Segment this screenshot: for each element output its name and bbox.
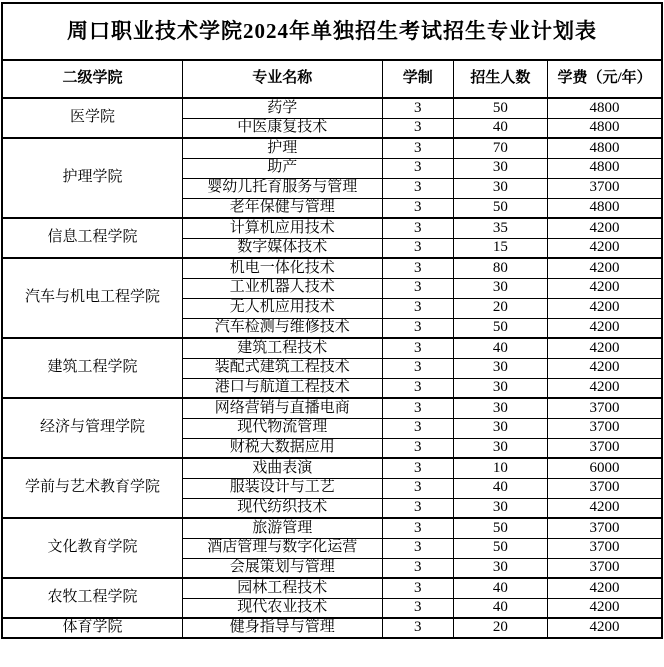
duration-cell: 3 bbox=[382, 158, 453, 178]
quota-cell: 20 bbox=[453, 618, 547, 638]
quota-cell: 30 bbox=[453, 378, 547, 398]
major-name-cell: 现代农业技术 bbox=[183, 598, 383, 618]
fee-cell: 4800 bbox=[548, 158, 662, 178]
major-name-cell: 建筑工程技术 bbox=[183, 338, 383, 358]
major-name-cell: 酒店管理与数字化运营 bbox=[183, 538, 383, 558]
college-cell: 体育学院 bbox=[2, 618, 183, 638]
quota-cell: 30 bbox=[453, 498, 547, 518]
duration-cell: 3 bbox=[382, 538, 453, 558]
column-header-quota: 招生人数 bbox=[453, 60, 547, 98]
fee-cell: 4800 bbox=[548, 138, 662, 158]
duration-cell: 3 bbox=[382, 218, 453, 238]
title-row bbox=[2, 3, 662, 60]
table-row bbox=[2, 618, 662, 638]
quota-cell: 50 bbox=[453, 518, 547, 538]
quota-cell: 40 bbox=[453, 478, 547, 498]
page-title: 周口职业技术学院2024年单独招生考试招生专业计划表 bbox=[2, 3, 662, 60]
college-cell: 农牧工程学院 bbox=[2, 578, 183, 618]
duration-cell: 3 bbox=[382, 118, 453, 138]
fee-cell: 3700 bbox=[548, 518, 662, 538]
quota-cell: 40 bbox=[453, 578, 547, 598]
duration-cell: 3 bbox=[382, 518, 453, 538]
table-row bbox=[2, 458, 662, 478]
quota-cell: 30 bbox=[453, 358, 547, 378]
college-cell: 汽车与机电工程学院 bbox=[2, 258, 183, 338]
fee-cell: 3700 bbox=[548, 418, 662, 438]
quota-cell: 70 bbox=[453, 138, 547, 158]
duration-cell: 3 bbox=[382, 98, 453, 118]
major-name-cell: 现代纺织技术 bbox=[183, 498, 383, 518]
major-name-cell: 会展策划与管理 bbox=[183, 558, 383, 578]
major-name-cell: 网络营销与直播电商 bbox=[183, 398, 383, 418]
table-row bbox=[2, 338, 662, 358]
fee-cell: 4200 bbox=[548, 598, 662, 618]
college-cell: 经济与管理学院 bbox=[2, 398, 183, 458]
quota-cell: 30 bbox=[453, 178, 547, 198]
fee-cell: 4200 bbox=[548, 578, 662, 598]
duration-cell: 3 bbox=[382, 418, 453, 438]
duration-cell: 3 bbox=[382, 498, 453, 518]
duration-cell: 3 bbox=[382, 318, 453, 338]
fee-cell: 3700 bbox=[548, 538, 662, 558]
header-row bbox=[2, 60, 662, 98]
fee-cell: 3700 bbox=[548, 178, 662, 198]
college-cell: 医学院 bbox=[2, 98, 183, 138]
major-name-cell: 装配式建筑工程技术 bbox=[183, 358, 383, 378]
major-name-cell: 助产 bbox=[183, 158, 383, 178]
table-row bbox=[2, 578, 662, 598]
fee-cell: 4200 bbox=[548, 358, 662, 378]
quota-cell: 15 bbox=[453, 238, 547, 258]
major-name-cell: 中医康复技术 bbox=[183, 118, 383, 138]
column-header-college: 二级学院 bbox=[2, 60, 183, 98]
quota-cell: 40 bbox=[453, 118, 547, 138]
fee-cell: 3700 bbox=[548, 558, 662, 578]
table-row bbox=[2, 138, 662, 158]
quota-cell: 50 bbox=[453, 538, 547, 558]
table-row bbox=[2, 98, 662, 118]
duration-cell: 3 bbox=[382, 338, 453, 358]
fee-cell: 3700 bbox=[548, 398, 662, 418]
college-cell: 信息工程学院 bbox=[2, 218, 183, 258]
table-row bbox=[2, 398, 662, 418]
major-name-cell: 园林工程技术 bbox=[183, 578, 383, 598]
column-header-fee: 学费（元/年） bbox=[548, 60, 662, 98]
major-name-cell: 戏曲表演 bbox=[183, 458, 383, 478]
quota-cell: 40 bbox=[453, 338, 547, 358]
quota-cell: 30 bbox=[453, 158, 547, 178]
duration-cell: 3 bbox=[382, 598, 453, 618]
fee-cell: 4200 bbox=[548, 338, 662, 358]
college-cell: 建筑工程学院 bbox=[2, 338, 183, 398]
fee-cell: 4200 bbox=[548, 618, 662, 638]
table-row bbox=[2, 518, 662, 538]
major-name-cell: 护理 bbox=[183, 138, 383, 158]
duration-cell: 3 bbox=[382, 438, 453, 458]
quota-cell: 20 bbox=[453, 298, 547, 318]
major-name-cell: 港口与航道工程技术 bbox=[183, 378, 383, 398]
quota-cell: 50 bbox=[453, 318, 547, 338]
duration-cell: 3 bbox=[382, 138, 453, 158]
duration-cell: 3 bbox=[382, 298, 453, 318]
column-header-major: 专业名称 bbox=[183, 60, 383, 98]
major-name-cell: 药学 bbox=[183, 98, 383, 118]
quota-cell: 50 bbox=[453, 198, 547, 218]
quota-cell: 30 bbox=[453, 558, 547, 578]
major-name-cell: 服装设计与工艺 bbox=[183, 478, 383, 498]
fee-cell: 4800 bbox=[548, 198, 662, 218]
major-name-cell: 数字媒体技术 bbox=[183, 238, 383, 258]
quota-cell: 10 bbox=[453, 458, 547, 478]
table-row bbox=[2, 218, 662, 238]
fee-cell: 4200 bbox=[548, 298, 662, 318]
table-head bbox=[2, 3, 662, 98]
major-name-cell: 健身指导与管理 bbox=[183, 618, 383, 638]
duration-cell: 3 bbox=[382, 618, 453, 638]
fee-cell: 4800 bbox=[548, 98, 662, 118]
fee-cell: 4200 bbox=[548, 238, 662, 258]
college-cell: 文化教育学院 bbox=[2, 518, 183, 578]
fee-cell: 4200 bbox=[548, 498, 662, 518]
column-header-duration: 学制 bbox=[382, 60, 453, 98]
major-name-cell: 旅游管理 bbox=[183, 518, 383, 538]
admission-plan-table bbox=[1, 2, 663, 639]
quota-cell: 30 bbox=[453, 418, 547, 438]
major-name-cell: 婴幼儿托育服务与管理 bbox=[183, 178, 383, 198]
duration-cell: 3 bbox=[382, 558, 453, 578]
quota-cell: 30 bbox=[453, 438, 547, 458]
duration-cell: 3 bbox=[382, 378, 453, 398]
major-name-cell: 计算机应用技术 bbox=[183, 218, 383, 238]
quota-cell: 35 bbox=[453, 218, 547, 238]
major-name-cell: 现代物流管理 bbox=[183, 418, 383, 438]
quota-cell: 40 bbox=[453, 598, 547, 618]
college-cell: 学前与艺术教育学院 bbox=[2, 458, 183, 518]
fee-cell: 4200 bbox=[548, 218, 662, 238]
fee-cell: 4800 bbox=[548, 118, 662, 138]
fee-cell: 4200 bbox=[548, 318, 662, 338]
fee-cell: 4200 bbox=[548, 258, 662, 278]
quota-cell: 80 bbox=[453, 258, 547, 278]
major-name-cell: 财税大数据应用 bbox=[183, 438, 383, 458]
fee-cell: 3700 bbox=[548, 438, 662, 458]
college-cell: 护理学院 bbox=[2, 138, 183, 218]
major-name-cell: 工业机器人技术 bbox=[183, 278, 383, 298]
duration-cell: 3 bbox=[382, 358, 453, 378]
duration-cell: 3 bbox=[382, 578, 453, 598]
major-name-cell: 无人机应用技术 bbox=[183, 298, 383, 318]
fee-cell: 4200 bbox=[548, 378, 662, 398]
quota-cell: 50 bbox=[453, 98, 547, 118]
duration-cell: 3 bbox=[382, 178, 453, 198]
duration-cell: 3 bbox=[382, 398, 453, 418]
table-row bbox=[2, 258, 662, 278]
duration-cell: 3 bbox=[382, 238, 453, 258]
major-name-cell: 汽车检测与维修技术 bbox=[183, 318, 383, 338]
duration-cell: 3 bbox=[382, 478, 453, 498]
duration-cell: 3 bbox=[382, 198, 453, 218]
fee-cell: 6000 bbox=[548, 458, 662, 478]
quota-cell: 30 bbox=[453, 278, 547, 298]
table-body bbox=[2, 98, 662, 638]
duration-cell: 3 bbox=[382, 458, 453, 478]
major-name-cell: 老年保健与管理 bbox=[183, 198, 383, 218]
duration-cell: 3 bbox=[382, 278, 453, 298]
fee-cell: 3700 bbox=[548, 478, 662, 498]
major-name-cell: 机电一体化技术 bbox=[183, 258, 383, 278]
duration-cell: 3 bbox=[382, 258, 453, 278]
fee-cell: 4200 bbox=[548, 278, 662, 298]
quota-cell: 30 bbox=[453, 398, 547, 418]
